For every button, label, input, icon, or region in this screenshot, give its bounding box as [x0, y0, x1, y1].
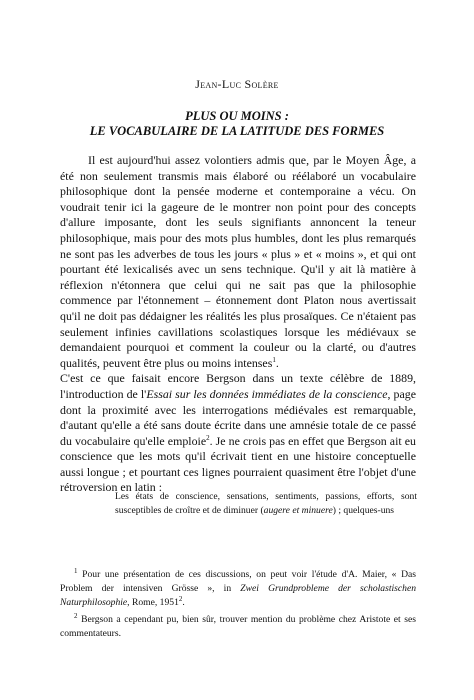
footnote-1-text-b: , Rome, 1951: [127, 597, 179, 609]
paragraph-1: [60, 153, 416, 371]
paragraph-2-text-a: C'est ce que faisait encore Bergson dans un texte célèbre de 1889, l'introduction de l': [60, 371, 416, 401]
footnote-1-italic: Zwei Grundprobleme der scholastischen Naturphilosophie: [60, 583, 417, 609]
footnotes: [60, 568, 416, 643]
footnote-1-sup: 2: [178, 595, 183, 604]
footnote-1-number: 1: [74, 566, 78, 575]
footnote-1-text-a: Pour une présentation de ces discussions, on peut voir l'étude d'A. Maier, « Das Problem der intensiven Grösse », in: [60, 569, 417, 595]
essai-title: Essai sur les données immédiates de la conscience: [146, 386, 388, 401]
footnote-2: [60, 613, 416, 641]
main-text: [60, 153, 416, 496]
footnote-2-number: 2: [74, 611, 78, 620]
footnote-2-text: Bergson a cependant pu, bien sûr, trouver mention du problème chez Aristote et ses commentateurs.: [60, 613, 416, 639]
footnote-ref-1[interactable]: 1: [272, 355, 276, 364]
title-line-2: LE VOCABULAIRE DE LA LATITUDE DES FORMES: [89, 124, 385, 138]
paragraph-2-text-b: , page dont la proximité avec les interrogations médiévales est remarquable, d'autant qu'elle a été sans doute écrite dans une amnésie totale de ce passé du vocabulaire qu'elle emploie: [60, 386, 417, 448]
quote-italic: augere et minuere: [263, 505, 333, 516]
paragraph-2: [60, 371, 416, 496]
footnote-1: [60, 568, 416, 611]
quote-text-a: Les états de conscience, sensations, sentiments, passions, efforts, sont susceptibles de croître et de diminuer (: [115, 491, 417, 516]
block-quote: [115, 490, 417, 518]
footnote-ref-2[interactable]: 2: [206, 433, 210, 442]
author-name: Jean-Luc Solère: [195, 77, 279, 91]
paragraph-1-end: .: [275, 355, 279, 370]
footnote-1-text-c: .: [182, 597, 185, 609]
article-title: [0, 109, 474, 139]
title-line-1: PLUS OU MOINS :: [185, 109, 289, 123]
paragraph-1-text: Il est aujourd'hui assez volontiers admis que, par le Moyen Âge, a été non seulement transmis mais élaboré ou réélaboré un vocabulaire philosophique dont la pensée moderne et contemporaine a vécu. On voudrait tenir ici la gageure de le montrer non point pour des concepts d'allure imposante, dont les seuls signifiants annoncent la teneur philosophique, mais pour des mots plus humbles, dont les plus remarqués ne sont pas les adverbes de tous les jours « plus » et « moins », et qui ont pourtant été lexicalisés avec un sens technique. Qu'il y ait là matière à réflexion n'étonnera que celui qui ne sait pas que la philosophie commence par l'étonnement – étonnement dont Platon nous avertissait qu'il ne doit pas dédaigner les réalités les plus prosaïques. Ce n'étaient pas seulement infinies cavillations scolastiques lorsque les médiévaux se demandaient pourquoi et comment la couleur ou la clarté, ou d'autres qualités, peuvent être plus ou moins intenses: [60, 153, 416, 370]
quote-text-b: ) ; quelques-uns: [332, 505, 395, 516]
paragraph-2-text-c: . Je ne crois pas en effet que Bergson ait eu conscience que les mots qu'il écrivait tient en une histoire conceptuelle aussi longue ; et pourtant ces lignes pourraient quasiment être l'objet d'une rétroversion en latin :: [60, 433, 416, 495]
